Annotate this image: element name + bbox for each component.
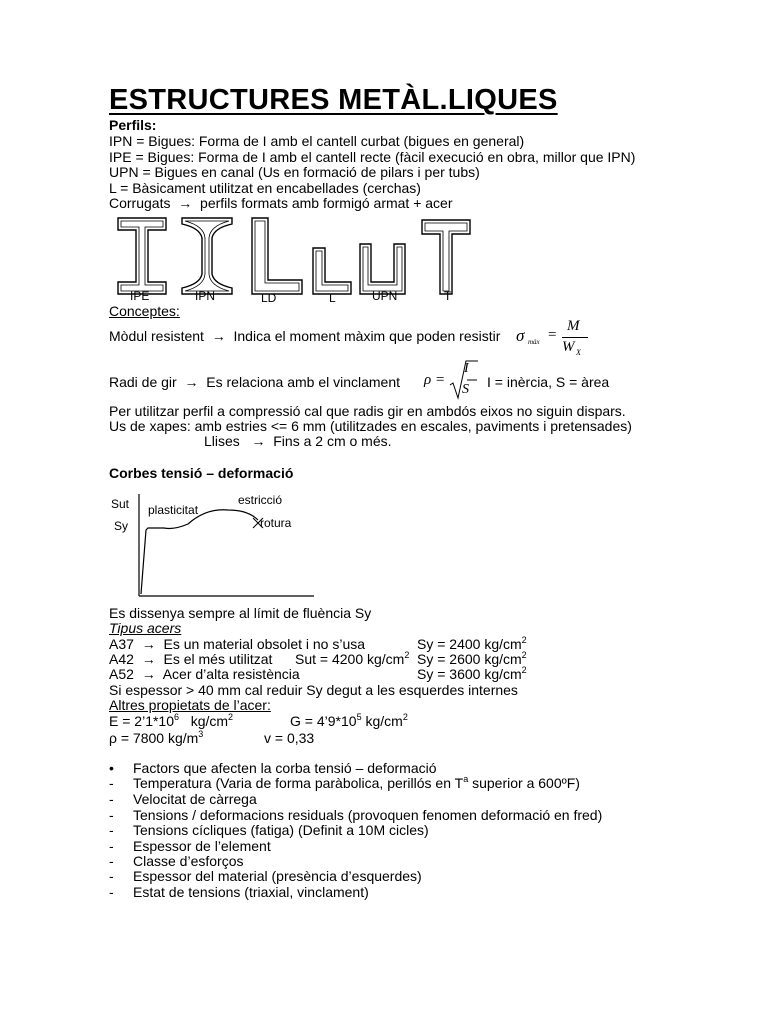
- superscript: 2: [521, 635, 527, 645]
- perfil-line-ipn: IPN = Bigues: Forma de I amb el cantell curbat (bigues en general): [109, 133, 525, 149]
- llises-desc: Fins a 2 cm o més.: [273, 433, 392, 449]
- modul-label: Mòdul resistent: [109, 328, 204, 344]
- perfil-line-l: L = Bàsicament utilitzat en encabellades (cerchas): [109, 180, 421, 196]
- factor-item: Velocitat de càrrega: [133, 791, 257, 807]
- perfil-line-upn: UPN = Bigues en canal (Us en formació de pilars i per tubs): [109, 164, 480, 180]
- perfil-line-corrugats: [109, 195, 453, 211]
- perfil-line-ipe: IPE = Bigues: Forma de I amb el cantell recte (fàcil execució en obra, millor que IPN): [109, 149, 636, 165]
- g-exponent: 5: [356, 712, 362, 722]
- factor-item: Tensions cícliques (fatiga) (Definit a 10M cicles): [133, 822, 429, 838]
- formula1-den-subscript: X: [576, 348, 581, 357]
- acer-sy-a42: [417, 651, 527, 667]
- formula1-denominator: W: [562, 339, 575, 355]
- modul-desc: Indica el moment màxim que poden resistir: [233, 328, 501, 344]
- label-plasticitat: plasticitat: [148, 503, 199, 517]
- perfils-heading: Perfils:: [109, 117, 157, 133]
- superscript: 2: [228, 712, 234, 722]
- u-profile-shape: [360, 244, 405, 294]
- formula1-numerator: M: [567, 318, 580, 334]
- label-sy: Sy: [114, 519, 129, 533]
- superscript: 2: [402, 712, 408, 722]
- page-title: ESTRUCTURES METÀL.LIQUES: [109, 84, 558, 116]
- acer-grade: A37: [109, 636, 134, 652]
- acer-grade: A52: [109, 666, 134, 682]
- g-unit: kg/cm: [365, 713, 403, 729]
- arrow-right-icon: →: [207, 328, 230, 344]
- arrow-right-icon: →: [137, 636, 160, 652]
- acer-desc: Acer d’alta resistència: [162, 666, 300, 682]
- factor-item: Estat de tensions (triaxial, vinclament): [133, 884, 369, 900]
- sigma-subscript: màx: [528, 338, 540, 346]
- ipe-profile-shape: [118, 218, 166, 294]
- disseny-line: Es dissenya sempre al límit de fluència Sy: [109, 605, 372, 621]
- acer-sut-value: Sut = 4200 kg/cm: [295, 651, 405, 667]
- corrugats-desc: perfils formats amb formigó armat + acer: [200, 195, 453, 211]
- acer-sy-value: Sy = 3600 kg/cm: [417, 666, 522, 682]
- g-value: G = 4’9*10: [290, 713, 357, 729]
- dash-icon: -: [109, 775, 114, 791]
- dash-icon: -: [109, 868, 114, 884]
- radi-label: Radi de gir: [109, 374, 177, 390]
- factor-item: Espessor del material (presència d’esquerdes): [133, 868, 422, 884]
- acer-grade: A42: [109, 651, 134, 667]
- formula2-numerator: I: [464, 361, 469, 376]
- espessor-line: Si espessor > 40 mm cal reduir Sy degut a les esquerdes internes: [109, 682, 518, 698]
- acer-sut-a42: [295, 651, 409, 667]
- dash-icon: -: [109, 822, 114, 838]
- conceptes-heading: Conceptes:: [109, 303, 180, 319]
- sigma-symbol: σ: [516, 326, 525, 345]
- coef-poisson: v = 0,33: [264, 730, 315, 746]
- profile-label-ipn: IPN: [195, 289, 216, 303]
- formula1-equals: =: [548, 327, 557, 343]
- e-exponent: 6: [174, 712, 180, 722]
- arrow-right-icon: →: [243, 433, 270, 449]
- dash-icon: -: [109, 791, 114, 807]
- superscript: 2: [521, 650, 527, 660]
- temp-superscript: a: [463, 774, 469, 784]
- e-unit: kg/cm: [190, 713, 229, 729]
- l-profile-shape: [313, 248, 351, 294]
- label-rotura: rotura: [260, 516, 292, 530]
- stress-strain-graph: [108, 490, 318, 602]
- arrow-right-icon: →: [137, 666, 160, 682]
- e-value: E = 2’1*10: [109, 713, 174, 729]
- corbes-heading: Corbes tensió – deformació: [109, 465, 294, 481]
- corrugats-label: Corrugats: [109, 195, 171, 211]
- compressio-line: Per utilitzar perfil a compressió cal que radis gir en ambdós eixos no siguin dispars.: [109, 403, 626, 419]
- acer-desc: Es el més utilitzat: [163, 651, 273, 667]
- profile-shapes-figure: [110, 212, 475, 310]
- profile-label-upn: UPN: [372, 289, 398, 303]
- llises-label: Llises: [204, 433, 240, 449]
- ipn-profile-shape: [182, 218, 232, 294]
- acer-sy-a52: [417, 666, 527, 682]
- modul-cisallament: [290, 713, 408, 729]
- acer-sy-value: Sy = 2600 kg/cm: [417, 651, 522, 667]
- superscript: 2: [521, 665, 527, 675]
- acer-row-a37: [109, 636, 365, 652]
- factor-item: Classe d’esforços: [133, 853, 244, 869]
- formula2-lhs: ρ =: [424, 372, 446, 388]
- xapes-line: Us de xapes: amb estries <= 6 mm (utilitzades en escales, paviments i pretensades): [109, 418, 632, 434]
- profile-label-ipe: IPE: [130, 289, 150, 303]
- xapes-llises-line: [204, 433, 392, 449]
- rho-value: ρ = 7800 kg/m: [109, 730, 199, 746]
- acer-desc: Es un material obsolet i no s’usa: [163, 636, 366, 652]
- profile-label-l: L: [329, 291, 336, 305]
- superscript: 2: [404, 650, 410, 660]
- profile-label-ld: LD: [261, 291, 277, 305]
- dash-icon: -: [109, 853, 114, 869]
- stress-strain-curve: [141, 510, 258, 594]
- propietats-heading: Altres propietats de l’acer:: [109, 697, 271, 713]
- factor-item: Espessor de l’element: [133, 838, 271, 854]
- factor-item: Tensions / deformacions residuals (provoquen fenomen deformació en fred): [133, 807, 603, 823]
- formula2-denominator: S: [462, 382, 469, 397]
- temp-text: Temperatura (Varia de forma paràbolica, perillós en T: [133, 775, 464, 791]
- radi-legend: I = inèrcia, S = àrea: [487, 374, 610, 390]
- acer-sy-a37: [417, 636, 527, 652]
- arrow-right-icon: →: [174, 195, 197, 211]
- modul-resistent-line: [109, 328, 500, 344]
- tipus-acers-heading: Tipus acers: [109, 620, 182, 636]
- dash-icon: -: [109, 884, 114, 900]
- radi-desc: Es relaciona amb el vinclament: [206, 374, 401, 390]
- acer-row-a42: [109, 651, 272, 667]
- dash-icon: -: [109, 807, 114, 823]
- acer-sy-value: Sy = 2400 kg/cm: [417, 636, 522, 652]
- dash-icon: -: [109, 838, 114, 854]
- profile-label-t: T: [444, 289, 452, 303]
- factors-heading: Factors que afecten la corba tensió – deformació: [133, 760, 437, 776]
- fraction-line: [562, 337, 588, 338]
- bullet-icon: •: [109, 760, 114, 776]
- arrow-right-icon: →: [137, 651, 160, 667]
- acer-row-a52: [109, 666, 300, 682]
- factor-temperatura: [133, 775, 580, 791]
- factors-bullet-row: [109, 760, 114, 776]
- densitat: [109, 730, 203, 746]
- label-estriccio: estricció: [238, 493, 283, 507]
- temp-text-end: superior a 600ºF): [468, 775, 580, 791]
- label-sut: Sut: [111, 497, 130, 511]
- rho-exponent: 3: [198, 729, 204, 739]
- radi-gir-line: [109, 374, 400, 390]
- arrow-right-icon: →: [180, 374, 203, 390]
- modul-elasticitat: [109, 713, 233, 729]
